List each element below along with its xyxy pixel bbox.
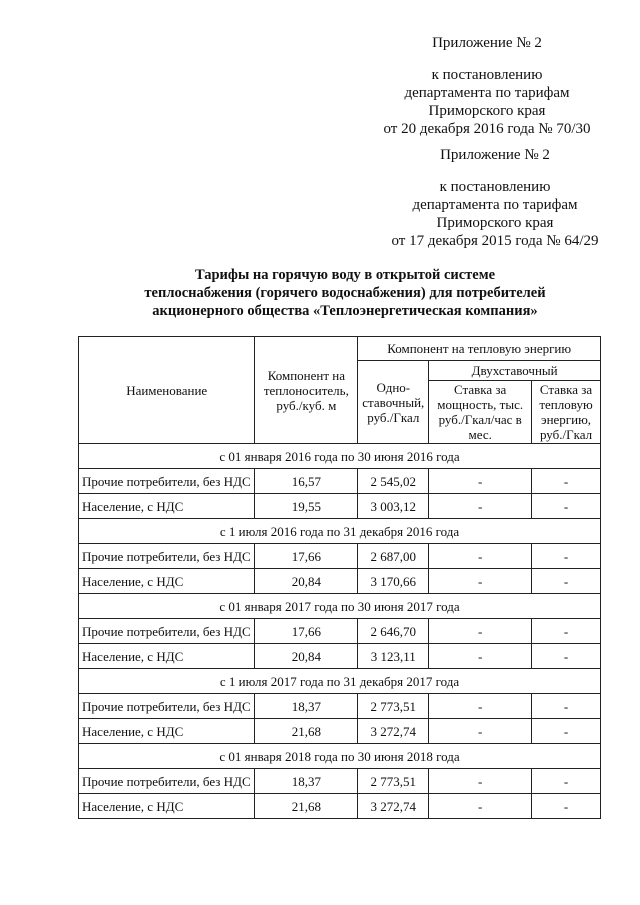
capacity-rate-value-cell: - (429, 719, 532, 744)
single-rate-value-cell: 2 773,51 (358, 694, 429, 719)
document-title-line: акционерного общества «Теплоэнергетическая компания» (152, 303, 538, 319)
tariff-table (78, 336, 601, 819)
period-row (79, 744, 601, 769)
carrier-value-cell: 20,84 (255, 644, 358, 669)
capacity-rate-value-cell: - (429, 619, 532, 644)
period-label: с 1 июля 2016 года по 31 декабря 2016 года (79, 519, 601, 544)
header-capacity-rate: Ставка за мощность, тыс. руб./Гкал/час в мес. (429, 381, 532, 444)
appendix-line: от 17 декабря 2015 года № 64/29 (391, 233, 599, 249)
consumer-name-cell: Прочие потребители, без НДС (79, 544, 255, 569)
tariff-table-header (79, 337, 601, 444)
single-rate-value-cell: 3 272,74 (358, 794, 429, 819)
capacity-rate-value-cell: - (429, 794, 532, 819)
document-title (60, 266, 630, 320)
energy-rate-value-cell: - (532, 644, 601, 669)
carrier-value-cell: 18,37 (255, 769, 358, 794)
single-rate-value-cell: 3 003,12 (358, 494, 429, 519)
table-row (79, 469, 601, 494)
period-label: с 01 января 2016 года по 30 июня 2016 года (79, 444, 601, 469)
energy-rate-value-cell: - (532, 469, 601, 494)
document-title-line: теплоснабжения (горячего водоснабжения) для потребителей (144, 285, 546, 301)
capacity-rate-value-cell: - (429, 644, 532, 669)
table-row (79, 769, 601, 794)
appendix-line: от 20 декабря 2016 года № 70/30 (383, 121, 591, 137)
table-row (79, 644, 601, 669)
consumer-name-cell: Население, с НДС (79, 494, 255, 519)
period-row (79, 444, 601, 469)
energy-rate-value-cell: - (532, 569, 601, 594)
appendix-header-original (380, 146, 610, 250)
single-rate-value-cell: 2 646,70 (358, 619, 429, 644)
carrier-value-cell: 17,66 (255, 544, 358, 569)
header-energy-rate: Ставка за тепловую энергию, руб./Гкал (532, 381, 601, 444)
table-row (79, 794, 601, 819)
period-row (79, 594, 601, 619)
table-row (79, 719, 601, 744)
period-row (79, 669, 601, 694)
appendix-title: Приложение № 2 (440, 147, 550, 163)
consumer-name-cell: Население, с НДС (79, 644, 255, 669)
period-label: с 1 июля 2017 года по 31 декабря 2017 года (79, 669, 601, 694)
period-label: с 01 января 2017 года по 30 июня 2017 года (79, 594, 601, 619)
appendix-header-current (372, 34, 602, 138)
carrier-value-cell: 21,68 (255, 719, 358, 744)
energy-rate-value-cell: - (532, 769, 601, 794)
single-rate-value-cell: 2 773,51 (358, 769, 429, 794)
capacity-rate-value-cell: - (429, 544, 532, 569)
table-row (79, 694, 601, 719)
carrier-value-cell: 20,84 (255, 569, 358, 594)
carrier-value-cell: 16,57 (255, 469, 358, 494)
table-row (79, 619, 601, 644)
consumer-name-cell: Население, с НДС (79, 794, 255, 819)
capacity-rate-value-cell: - (429, 769, 532, 794)
tariff-table-body (79, 444, 601, 819)
period-label: с 01 января 2018 года по 30 июня 2018 года (79, 744, 601, 769)
single-rate-value-cell: 2 545,02 (358, 469, 429, 494)
consumer-name-cell: Население, с НДС (79, 719, 255, 744)
table-row (79, 544, 601, 569)
appendix-line: департамента по тарифам (412, 197, 578, 213)
carrier-value-cell: 21,68 (255, 794, 358, 819)
single-rate-value-cell: 3 123,11 (358, 644, 429, 669)
capacity-rate-value-cell: - (429, 469, 532, 494)
energy-rate-value-cell: - (532, 544, 601, 569)
capacity-rate-value-cell: - (429, 694, 532, 719)
energy-rate-value-cell: - (532, 694, 601, 719)
table-row (79, 569, 601, 594)
appendix-line: Приморского края (436, 215, 554, 231)
consumer-name-cell: Население, с НДС (79, 569, 255, 594)
appendix-title: Приложение № 2 (432, 35, 542, 51)
appendix-line: Приморского края (428, 103, 546, 119)
single-rate-value-cell: 3 170,66 (358, 569, 429, 594)
single-rate-value-cell: 2 687,00 (358, 544, 429, 569)
header-thermal-group: Компонент на тепловую энергию (358, 337, 601, 361)
header-two-rate: Двухставочный (429, 361, 601, 381)
header-carrier: Компонент на теплоноситель, руб./куб. м (255, 337, 358, 444)
appendix-line: к постановлению (439, 179, 551, 195)
appendix-line: департамента по тарифам (404, 85, 570, 101)
single-rate-value-cell: 3 272,74 (358, 719, 429, 744)
appendix-line: к постановлению (431, 67, 543, 83)
capacity-rate-value-cell: - (429, 569, 532, 594)
energy-rate-value-cell: - (532, 719, 601, 744)
period-row (79, 519, 601, 544)
energy-rate-value-cell: - (532, 794, 601, 819)
capacity-rate-value-cell: - (429, 494, 532, 519)
header-name: Наименование (79, 337, 255, 444)
document-title-line: Тарифы на горячую воду в открытой системе (194, 267, 496, 283)
consumer-name-cell: Прочие потребители, без НДС (79, 694, 255, 719)
carrier-value-cell: 19,55 (255, 494, 358, 519)
consumer-name-cell: Прочие потребители, без НДС (79, 619, 255, 644)
consumer-name-cell: Прочие потребители, без НДС (79, 769, 255, 794)
header-single-rate: Одно-ставочный, руб./Гкал (358, 361, 429, 444)
energy-rate-value-cell: - (532, 619, 601, 644)
energy-rate-value-cell: - (532, 494, 601, 519)
carrier-value-cell: 17,66 (255, 619, 358, 644)
carrier-value-cell: 18,37 (255, 694, 358, 719)
consumer-name-cell: Прочие потребители, без НДС (79, 469, 255, 494)
table-row (79, 494, 601, 519)
